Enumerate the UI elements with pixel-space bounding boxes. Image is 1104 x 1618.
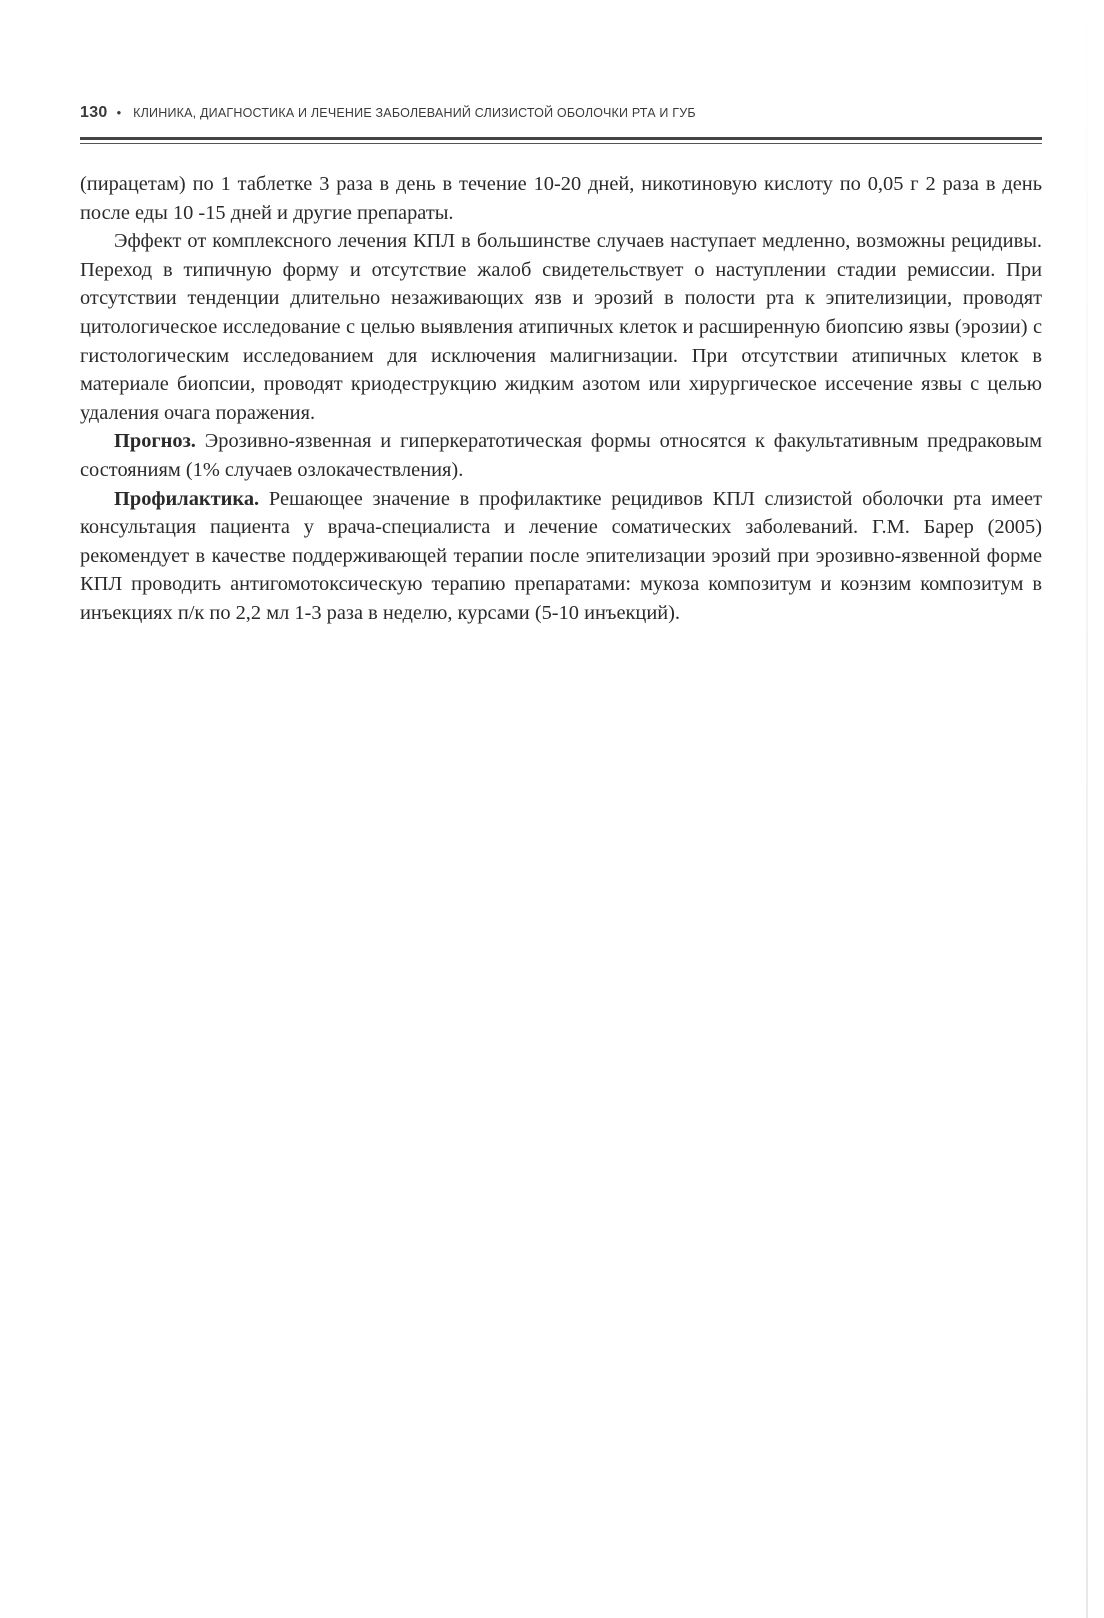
header-rule-thick [80,137,1042,140]
prevention-text: Решающее значение в профилактике рецидивов КПЛ слизистой оболочки рта имеет консультация пациента у врача-специалиста и лечение соматических заболеваний. Г.М. Барер (2005) рекомендует в качестве поддерживающей терапии после эпителизации эрозий при эрозивно-язвенной форме КПЛ проводить антигомотоксическую терапию препаратами: мукоза композитум и коэнзим композитум в инъекциях п/к по 2,2 мл 1-3 раза в неделю, курсами (5-10 инъекций). [80,487,1042,624]
prognosis-heading: Прогноз. [114,430,196,453]
paragraph-prevention [80,485,1042,628]
page-edge-shadow [1086,0,1088,1618]
body-text [80,170,1042,628]
running-title: КЛИНИКА, ДИАГНОСТИКА И ЛЕЧЕНИЕ ЗАБОЛЕВАНИЙ СЛИЗИСТОЙ ОБОЛОЧКИ РТА И ГУБ [133,106,696,120]
header-rule-thin [80,143,1042,144]
paragraph-treatment-effect: Эффект от комплексного лечения КПЛ в большинстве случаев наступает медленно, возможны рецидивы. Переход в типичную форму и отсутствие жалоб свидетельствует о наступлении стадии ремиссии. При отсутствии тенденции длительно незаживающих язв и эрозий в полости рта к эпителизиции, проводят цитологическое исследование с целью выявления атипичных клеток и расширенную биопсию язвы (эрозии) с гистологическим исследованием для исключения малигнизации. При отсутствии атипичных клеток в материале биопсии, проводят криодеструкцию жидким азотом или хирургическое иссечение язвы с целью удаления очага поражения. [80,230,1042,424]
header-bullet: • [116,105,122,120]
paragraph-prognosis [80,427,1042,484]
prevention-heading: Профилактика. [114,487,260,510]
paragraph-continuation: (пирацетам) по 1 таблетке 3 раза в день в течение 10-20 дней, никотиновую кислоту по 0,05 г 2 раза в день после еды 10 -15 дней и другие препараты. [80,173,1042,224]
running-header [80,104,1042,122]
page-number: 130 [80,104,108,121]
prognosis-text: Эрозивно-язвенная и гиперкератотическая формы относятся к факультативным предраковым состояниям (1% случаев озлокачествления). [80,430,1042,481]
